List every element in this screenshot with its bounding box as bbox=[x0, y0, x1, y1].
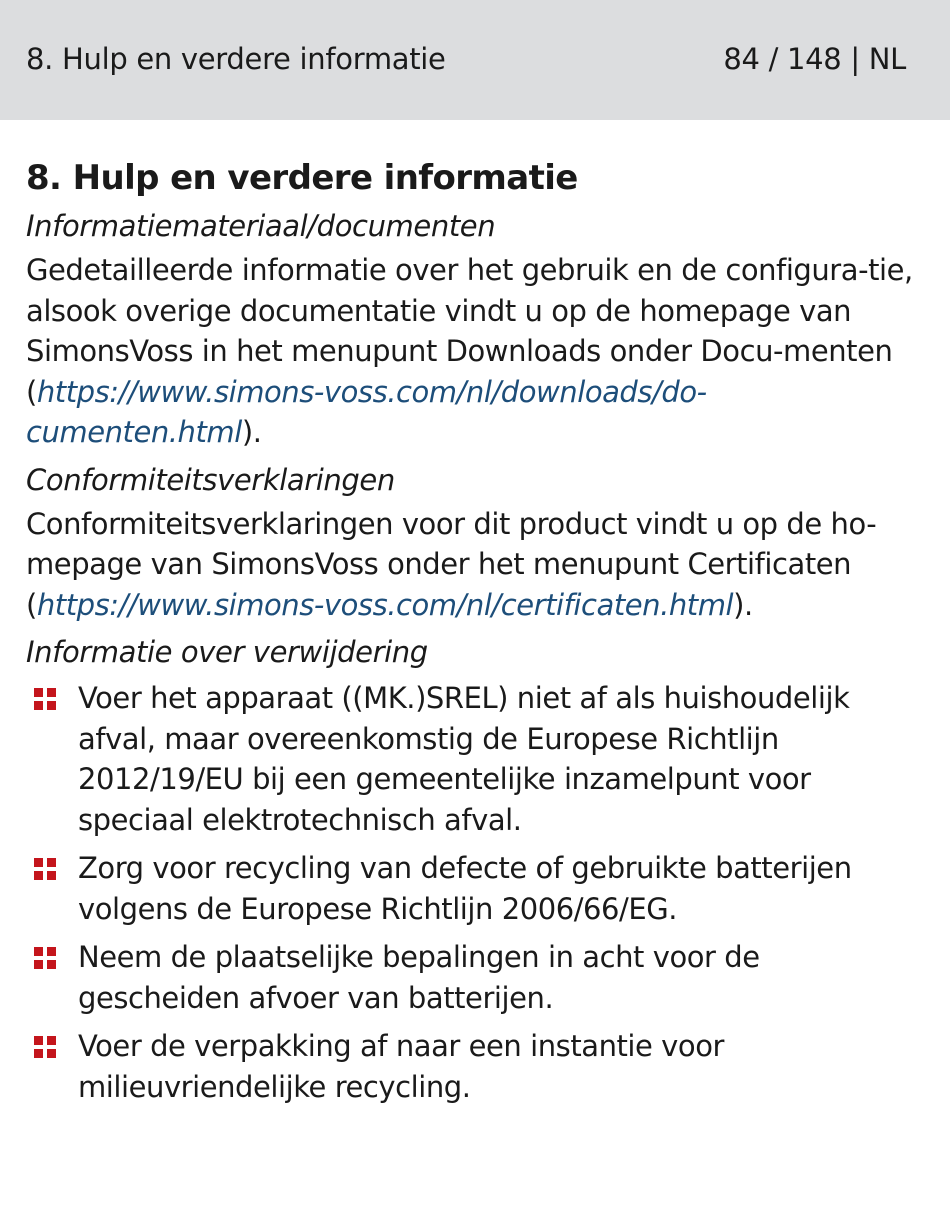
conformity-text-after: ). bbox=[733, 587, 753, 622]
list-item-text: Zorg voor recycling van defecte of gebruikte batterijen volgens de Europese Richtlijn 2006/66/EG. bbox=[78, 851, 852, 926]
list-item bbox=[26, 848, 916, 929]
list-item bbox=[26, 1026, 916, 1107]
page-header bbox=[0, 0, 950, 120]
list-item-text: Voer het apparaat ((MK.)SREL) niet af als huishoudelijk afval, maar overeenkomstig de Europese Richtlijn 2012/19/EU bij een gemeentelijke inzamelpunt voor speciaal elektrotechnisch afval. bbox=[78, 681, 850, 837]
bullet-squares-icon bbox=[34, 858, 56, 880]
documents-paragraph bbox=[26, 250, 916, 453]
documents-text-after: ). bbox=[241, 415, 262, 449]
documents-text-before: Gedetailleerde informatie over het gebruik en de configura-tie, alsook overige documentatie vindt u op de homepage van SimonsVoss in het menupunt Downloads onder Docu-menten ( bbox=[26, 253, 913, 409]
bullet-squares-icon bbox=[34, 688, 56, 710]
bullet-squares-icon bbox=[34, 1036, 56, 1058]
header-page-info: 84 / 148 | NL bbox=[723, 42, 906, 76]
disposal-heading: Informatie over verwijdering bbox=[26, 635, 428, 669]
documents-heading: Informatiemateriaal/documenten bbox=[26, 209, 496, 243]
disposal-list bbox=[26, 678, 916, 1107]
conformity-link[interactable]: https://www.simons-voss.com/nl/certificaten.html bbox=[36, 587, 734, 622]
page-title: 8. Hulp en verdere informatie bbox=[26, 158, 578, 198]
list-item-text: Voer de verpakking af naar een instantie voor milieuvriendelijke recycling. bbox=[78, 1029, 724, 1104]
conformity-heading: Conformiteitsverklaringen bbox=[26, 462, 395, 497]
list-item bbox=[26, 678, 916, 840]
conformity-paragraph bbox=[26, 504, 916, 626]
conformity-text-before: Conformiteitsverklaringen voor dit product vindt u op de ho-mepage van SimonsVoss onder het menupunt Certificaten ( bbox=[26, 506, 877, 622]
list-item bbox=[26, 937, 916, 1018]
documents-link[interactable]: https://www.simons-voss.com/nl/downloads/do-cumenten.html bbox=[26, 374, 707, 449]
document-content bbox=[26, 156, 916, 1115]
bullet-squares-icon bbox=[34, 947, 56, 969]
list-item-text: Neem de plaatselijke bepalingen in acht voor de gescheiden afvoer van batterijen. bbox=[78, 940, 760, 1015]
header-section-title: 8. Hulp en verdere informatie bbox=[26, 42, 446, 76]
